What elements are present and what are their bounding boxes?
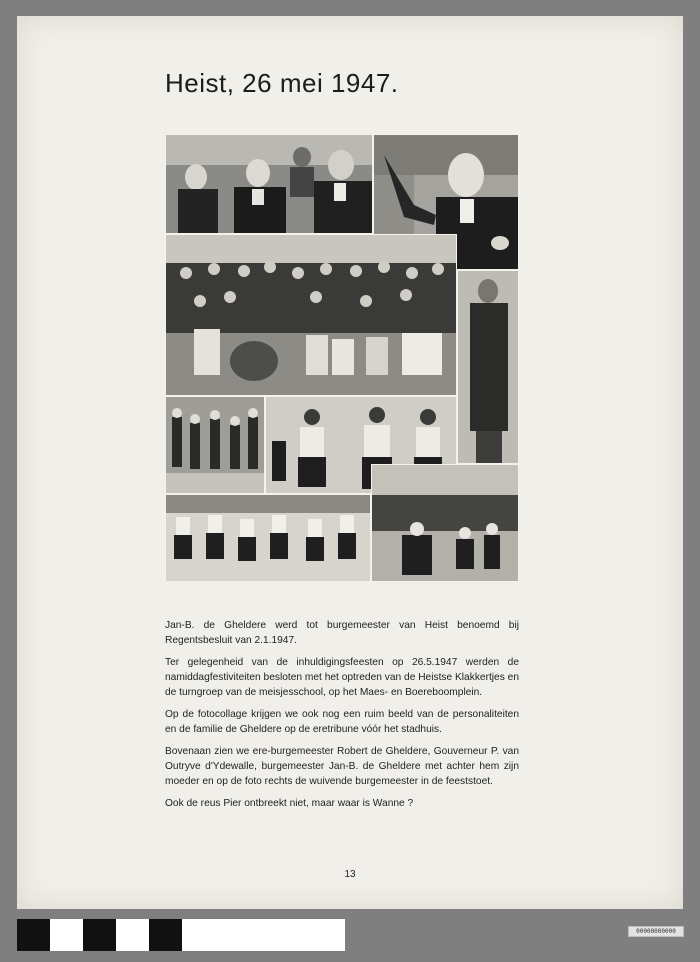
photo-girls-dancing [165,494,371,582]
page-title: Heist, 26 mei 1947. [165,68,399,98]
paragraph: Bovenaan zien we ere-burgemeester Robert de Gheldere, Gouverneur P. van Outryve d'Ydewalle, burgemeester Jan-B. de Gheldere met achter hem zijn moeder en op de foto rechts de wuivende burgemeester in de feeststoet. [165,746,519,787]
photo-klakkertjes [165,396,265,494]
photo-dignitaries [165,134,373,234]
paragraph: Jan-B. de Gheldere werd tot burgemeester van Heist benoemd bij Regentsbesluit van 2.1.1947. [165,620,519,646]
document-page [17,16,683,909]
page-number: 13 [344,869,356,880]
photo-collage [165,134,517,580]
paragraph: Ook de reus Pier ontbreekt niet, maar waar is Wanne ? [165,798,414,809]
scale-block [17,919,50,951]
archive-label: 00000000000 [628,926,684,937]
paragraph: Op de fotocollage krijgen we ook nog een ruim beeld van de personaliteiten en de familie de Gheldere op de eretribune vóór het stadhuis. [165,709,519,735]
scale-block [83,919,116,951]
photo-festivities-crowd [371,464,519,582]
article-text [165,618,519,818]
scale-block [116,919,149,951]
color-scale-bar [17,919,345,951]
paragraph: Ter gelegenheid van de inhuldigingsfeesten op 26.5.1947 werden de namiddagfestiviteiten besloten met het optreden van de Heistse Klakkertjes en de turngroep van de meisjesschool, op het Maes- en Boereboomplein. [165,657,519,698]
scale-block [149,919,182,951]
scale-white-bar [182,919,345,951]
photo-tribune [165,234,457,396]
scale-block [50,919,83,951]
photo-giant-pier [457,270,519,464]
